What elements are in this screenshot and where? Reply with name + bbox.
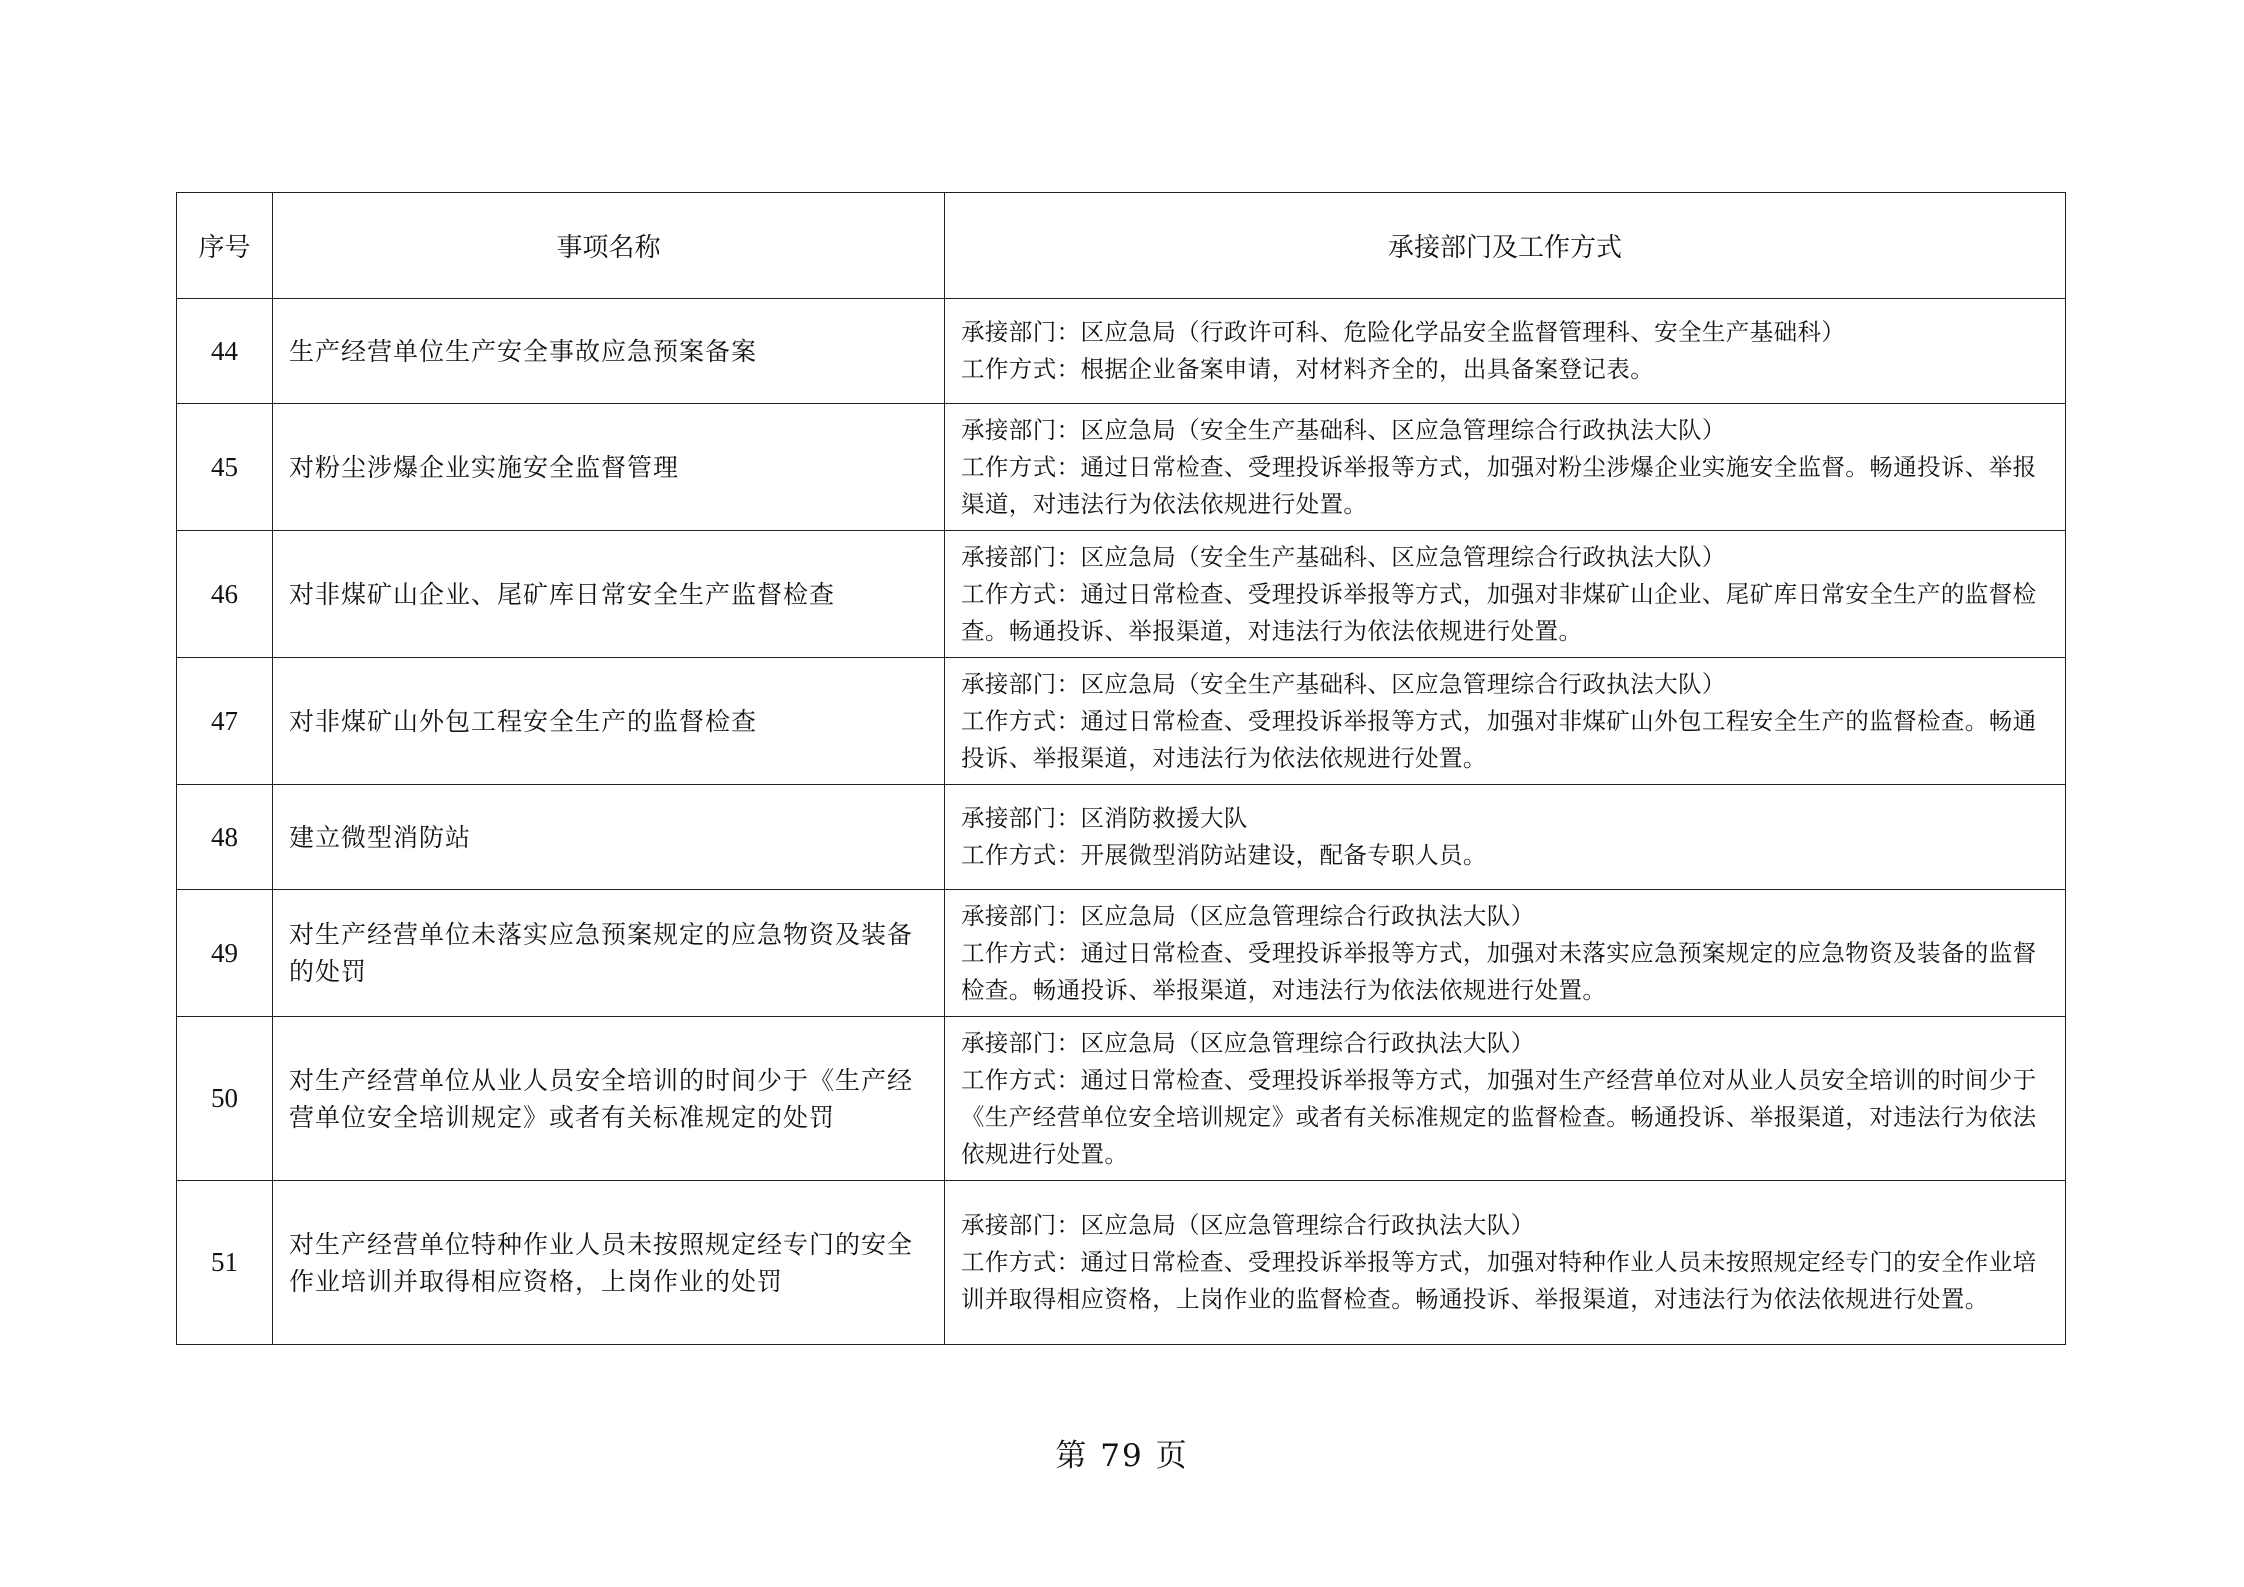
table-row <box>177 785 2066 890</box>
row-method: 工作方式：通过日常检查、受理投诉举报等方式，加强对未落实应急预案规定的应急物资及装备的监督检查。畅通投诉、举报渠道，对违法行为依法依规进行处置。 <box>961 938 2037 1004</box>
row-index: 47 <box>177 658 273 785</box>
table-row <box>177 531 2066 658</box>
row-index: 46 <box>177 531 273 658</box>
row-item-name: 对非煤矿山企业、尾矿库日常安全生产监督检查 <box>273 531 945 658</box>
row-department: 承接部门：区应急局（区应急管理综合行政执法大队） <box>961 901 1535 930</box>
row-method: 工作方式：通过日常检查、受理投诉举报等方式，加强对特种作业人员未按照规定经专门的安全作业培训并取得相应资格，上岗作业的监督检查。畅通投诉、举报渠道，对违法行为依法依规进行处置。 <box>961 1248 2037 1313</box>
row-department: 承接部门：区应急局（安全生产基础科、区应急管理综合行政执法大队） <box>961 415 1726 444</box>
table-row <box>177 404 2066 531</box>
table-row <box>177 658 2066 785</box>
row-index: 48 <box>177 785 273 890</box>
items-table <box>176 192 2066 1345</box>
row-index: 45 <box>177 404 273 531</box>
row-department-method <box>945 658 2066 785</box>
row-department: 承接部门：区应急局（区应急管理综合行政执法大队） <box>961 1211 1535 1239</box>
row-item-name: 对生产经营单位特种作业人员未按照规定经专门的安全作业培训并取得相应资格，上岗作业的处罚 <box>273 1181 945 1345</box>
row-item-name: 对生产经营单位从业人员安全培训的时间少于《生产经营单位安全培训规定》或者有关标准规定的处罚 <box>273 1017 945 1181</box>
header-index: 序号 <box>177 193 273 299</box>
row-method: 工作方式：通过日常检查、受理投诉举报等方式，加强对非煤矿山外包工程安全生产的监督检查。畅通投诉、举报渠道，对违法行为依法依规进行处置。 <box>961 706 2037 772</box>
row-method: 工作方式：通过日常检查、受理投诉举报等方式，加强对非煤矿山企业、尾矿库日常安全生产的监督检查。畅通投诉、举报渠道，对违法行为依法依规进行处置。 <box>961 579 2037 645</box>
row-department-method <box>945 404 2066 531</box>
row-method: 工作方式：通过日常检查、受理投诉举报等方式，加强对生产经营单位对从业人员安全培训的时间少于《生产经营单位安全培训规定》或者有关标准规定的监督检查。畅通投诉、举报渠道，对违法行为依法依规进行处置。 <box>961 1065 2037 1168</box>
row-item-name: 生产经营单位生产安全事故应急预案备案 <box>273 299 945 404</box>
row-item-name: 对生产经营单位未落实应急预案规定的应急物资及装备的处罚 <box>273 890 945 1017</box>
table-row <box>177 1181 2066 1345</box>
row-department-method <box>945 299 2066 404</box>
row-method: 工作方式：根据企业备案申请，对材料齐全的，出具备案登记表。 <box>961 355 1655 383</box>
row-method: 工作方式：开展微型消防站建设，配备专职人员。 <box>961 841 1487 869</box>
row-index: 50 <box>177 1017 273 1181</box>
row-department: 承接部门：区消防救援大队 <box>961 804 1248 832</box>
row-department-method <box>945 785 2066 890</box>
row-method: 工作方式：通过日常检查、受理投诉举报等方式，加强对粉尘涉爆企业实施安全监督。畅通投诉、举报渠道，对违法行为依法依规进行处置。 <box>961 452 2037 518</box>
row-item-name: 建立微型消防站 <box>273 785 945 890</box>
table-row <box>177 890 2066 1017</box>
row-index: 49 <box>177 890 273 1017</box>
row-item-name: 对粉尘涉爆企业实施安全监督管理 <box>273 404 945 531</box>
row-index: 51 <box>177 1181 273 1345</box>
row-department-method <box>945 890 2066 1017</box>
row-department: 承接部门：区应急局（行政许可科、危险化学品安全监督管理科、安全生产基础科） <box>961 318 1846 346</box>
table-row <box>177 1017 2066 1181</box>
table-row <box>177 299 2066 404</box>
table-header-row <box>177 193 2066 299</box>
row-department-method <box>945 1181 2066 1345</box>
row-item-name: 对非煤矿山外包工程安全生产的监督检查 <box>273 658 945 785</box>
row-department-method <box>945 1017 2066 1181</box>
header-department-method: 承接部门及工作方式 <box>945 193 2066 299</box>
row-department: 承接部门：区应急局（安全生产基础科、区应急管理综合行政执法大队） <box>961 669 1726 698</box>
page-number: 第 79 页 <box>1055 1438 1189 1474</box>
header-item-name: 事项名称 <box>273 193 945 299</box>
row-department: 承接部门：区应急局（安全生产基础科、区应急管理综合行政执法大队） <box>961 542 1726 571</box>
row-department-method <box>945 531 2066 658</box>
row-index: 44 <box>177 299 273 404</box>
row-department: 承接部门：区应急局（区应急管理综合行政执法大队） <box>961 1028 1535 1057</box>
